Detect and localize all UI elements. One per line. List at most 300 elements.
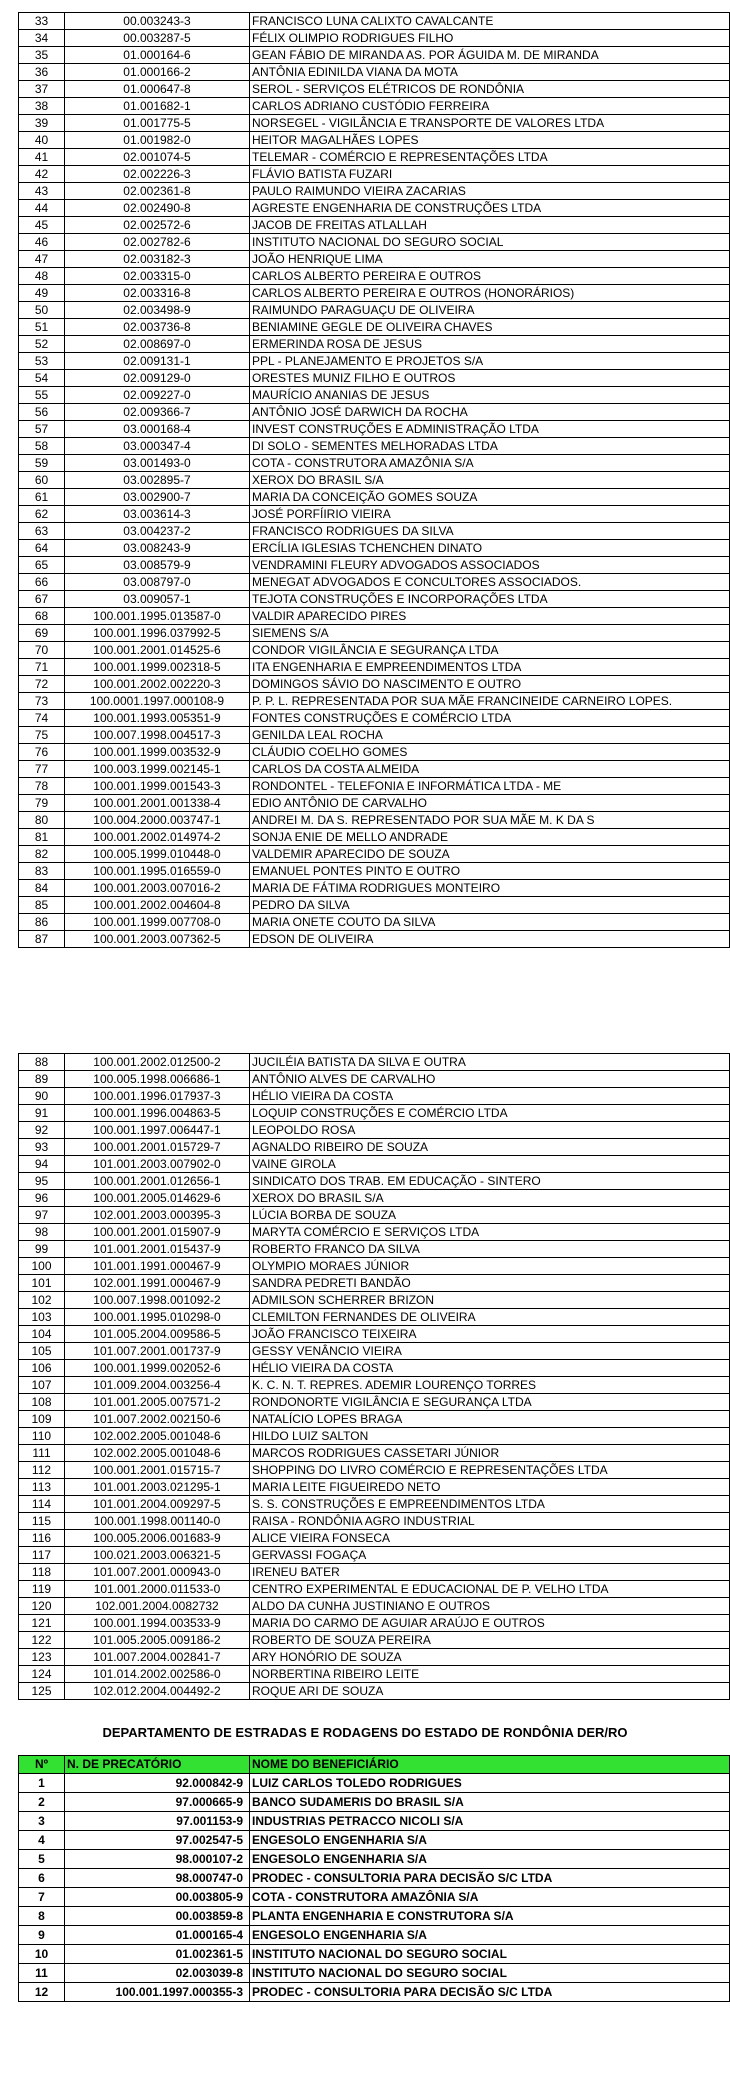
beneficiary-name: DOMINGOS SÁVIO DO NASCIMENTO E OUTRO xyxy=(250,676,730,693)
row-number: 79 xyxy=(19,795,65,812)
precatorio-number: 100.001.2002.002220-3 xyxy=(65,676,250,693)
beneficiary-table-part-2 xyxy=(18,1053,730,1700)
table-row xyxy=(19,489,730,506)
precatorio-number: 97.002547-5 xyxy=(65,1831,250,1850)
row-number: 68 xyxy=(19,608,65,625)
table-row xyxy=(19,472,730,489)
table-row xyxy=(19,285,730,302)
table-row xyxy=(19,591,730,608)
table-row xyxy=(19,81,730,98)
precatorio-number: 101.005.2005.009186-2 xyxy=(65,1632,250,1649)
precatorio-number: 100.001.1999.007708-0 xyxy=(65,914,250,931)
beneficiary-name: HÉLIO VIEIRA DA COSTA xyxy=(250,1088,730,1105)
beneficiary-name: VALDEMIR APARECIDO DE SOUZA xyxy=(250,846,730,863)
row-number: 77 xyxy=(19,761,65,778)
precatorio-number: 97.000665-9 xyxy=(65,1793,250,1812)
table-row xyxy=(19,1945,730,1964)
beneficiary-name: SONJA ENIE DE MELLO ANDRADE xyxy=(250,829,730,846)
beneficiary-name: HEITOR MAGALHÃES LOPES xyxy=(250,132,730,149)
beneficiary-name: MARYTA COMÉRCIO E SERVIÇOS LTDA xyxy=(250,1224,730,1241)
beneficiary-name: TELEMAR - COMÉRCIO E REPRESENTAÇÕES LTDA xyxy=(250,149,730,166)
precatorio-number: 102.001.2003.000395-3 xyxy=(65,1207,250,1224)
row-number: 107 xyxy=(19,1377,65,1394)
precatorio-number: 01.000166-2 xyxy=(65,64,250,81)
beneficiary-name: INSTITUTO NACIONAL DO SEGURO SOCIAL xyxy=(250,1945,730,1964)
precatorio-number: 02.008697-0 xyxy=(65,336,250,353)
table-row xyxy=(19,1156,730,1173)
beneficiary-name: LOQUIP CONSTRUÇÕES E COMÉRCIO LTDA xyxy=(250,1105,730,1122)
precatorio-number: 01.000165-4 xyxy=(65,1926,250,1945)
beneficiary-name: RAISA - RONDÔNIA AGRO INDUSTRIAL xyxy=(250,1513,730,1530)
precatorio-number: 02.001074-5 xyxy=(65,149,250,166)
precatorio-number: 03.009057-1 xyxy=(65,591,250,608)
row-number: 47 xyxy=(19,251,65,268)
table-row xyxy=(19,438,730,455)
precatorio-number: 03.000168-4 xyxy=(65,421,250,438)
table-row xyxy=(19,115,730,132)
beneficiary-name: SANDRA PEDRETI BANDÃO xyxy=(250,1275,730,1292)
row-number: 57 xyxy=(19,421,65,438)
beneficiary-name: MENEGAT ADVOGADOS E CONCULTORES ASSOCIADOS. xyxy=(250,574,730,591)
row-number: 6 xyxy=(19,1869,65,1888)
table-row xyxy=(19,1598,730,1615)
precatorio-number: 102.001.1991.000467-9 xyxy=(65,1275,250,1292)
beneficiary-name: ENGESOLO ENGENHARIA S/A xyxy=(250,1926,730,1945)
row-number: 48 xyxy=(19,268,65,285)
precatorio-number: 102.002.2005.001048-6 xyxy=(65,1445,250,1462)
beneficiary-name: ROBERTO DE SOUZA PEREIRA xyxy=(250,1632,730,1649)
table-row xyxy=(19,1275,730,1292)
beneficiary-name: CLEMILTON FERNANDES DE OLIVEIRA xyxy=(250,1309,730,1326)
row-number: 51 xyxy=(19,319,65,336)
row-number: 65 xyxy=(19,557,65,574)
precatorio-number: 101.001.2000.011533-0 xyxy=(65,1581,250,1598)
section-title: DEPARTAMENTO DE ESTRADAS E RODAGENS DO ESTADO DE RONDÔNIA DER/RO xyxy=(102,1725,628,1740)
precatorio-number: 101.007.2004.002841-7 xyxy=(65,1649,250,1666)
row-number: 92 xyxy=(19,1122,65,1139)
precatorio-number: 02.003736-8 xyxy=(65,319,250,336)
precatorio-number: 100.005.2006.001683-9 xyxy=(65,1530,250,1547)
beneficiary-name: INDUSTRIAS PETRACCO NICOLI S/A xyxy=(250,1812,730,1831)
precatorio-number: 02.009366-7 xyxy=(65,404,250,421)
beneficiary-name: XEROX DO BRASIL S/A xyxy=(250,472,730,489)
row-number: 44 xyxy=(19,200,65,217)
beneficiary-name: EMANUEL PONTES PINTO E OUTRO xyxy=(250,863,730,880)
beneficiary-name: HÉLIO VIEIRA DA COSTA xyxy=(250,1360,730,1377)
table-row xyxy=(19,1241,730,1258)
precatorio-number: 98.000747-0 xyxy=(65,1869,250,1888)
precatorio-number: 100.001.1999.001543-3 xyxy=(65,778,250,795)
row-number: 74 xyxy=(19,710,65,727)
beneficiary-name: ADMILSON SCHERRER BRIZON xyxy=(250,1292,730,1309)
row-number: 54 xyxy=(19,370,65,387)
precatorio-number: 03.002900-7 xyxy=(65,489,250,506)
beneficiary-name: EDSON DE OLIVEIRA xyxy=(250,931,730,948)
row-number: 11 xyxy=(19,1964,65,1983)
table-row xyxy=(19,1071,730,1088)
table-row xyxy=(19,931,730,948)
table-row xyxy=(19,1812,730,1831)
row-number: 106 xyxy=(19,1360,65,1377)
beneficiary-name: S. S. CONSTRUÇÕES E EMPREENDIMENTOS LTDA xyxy=(250,1496,730,1513)
table-row xyxy=(19,1360,730,1377)
table-row xyxy=(19,217,730,234)
table-row xyxy=(19,1666,730,1683)
row-number: 115 xyxy=(19,1513,65,1530)
precatorio-number: 100.001.1998.001140-0 xyxy=(65,1513,250,1530)
beneficiary-name: P. P. L. REPRESENTADA POR SUA MÃE FRANCINEIDE CARNEIRO LOPES. xyxy=(250,693,730,710)
row-number: 42 xyxy=(19,166,65,183)
row-number: 124 xyxy=(19,1666,65,1683)
beneficiary-name: GESSY VENÂNCIO VIEIRA xyxy=(250,1343,730,1360)
row-number: 75 xyxy=(19,727,65,744)
table-row xyxy=(19,1907,730,1926)
row-number: 83 xyxy=(19,863,65,880)
beneficiary-name: PRODEC - CONSULTORIA PARA DECISÃO S/C LTDA xyxy=(250,1983,730,2002)
precatorio-number: 02.009131-1 xyxy=(65,353,250,370)
table-row xyxy=(19,523,730,540)
row-number: 82 xyxy=(19,846,65,863)
precatorio-number: 100.001.1996.017937-3 xyxy=(65,1088,250,1105)
table-row xyxy=(19,1888,730,1907)
row-number: 70 xyxy=(19,642,65,659)
beneficiary-name: FLÁVIO BATISTA FUZARI xyxy=(250,166,730,183)
table-row xyxy=(19,64,730,81)
table-row xyxy=(19,319,730,336)
table-row xyxy=(19,1850,730,1869)
precatorio-number: 03.002895-7 xyxy=(65,472,250,489)
precatorio-number: 100.005.1999.010448-0 xyxy=(65,846,250,863)
precatorio-number: 00.003243-3 xyxy=(65,13,250,30)
beneficiary-name: FÉLIX OLIMPIO RODRIGUES FILHO xyxy=(250,30,730,47)
row-number: 112 xyxy=(19,1462,65,1479)
precatorio-number: 03.004237-2 xyxy=(65,523,250,540)
beneficiary-name: BANCO SUDAMERIS DO BRASIL S/A xyxy=(250,1793,730,1812)
beneficiary-name: VALDIR APARECIDO PIRES xyxy=(250,608,730,625)
table-row xyxy=(19,727,730,744)
beneficiary-name: RONDONTEL - TELEFONIA E INFORMÁTICA LTDA - ME xyxy=(250,778,730,795)
table-row xyxy=(19,1207,730,1224)
row-number: 64 xyxy=(19,540,65,557)
row-number: 2 xyxy=(19,1793,65,1812)
beneficiary-name: AGNALDO RIBEIRO DE SOUZA xyxy=(250,1139,730,1156)
row-number: 100 xyxy=(19,1258,65,1275)
beneficiary-name: ENGESOLO ENGENHARIA S/A xyxy=(250,1850,730,1869)
table-row xyxy=(19,1411,730,1428)
precatorio-number: 97.001153-9 xyxy=(65,1812,250,1831)
beneficiary-name: NATALÍCIO LOPES BRAGA xyxy=(250,1411,730,1428)
row-number: 9 xyxy=(19,1926,65,1945)
row-number: 63 xyxy=(19,523,65,540)
der-table xyxy=(18,1755,730,2002)
beneficiary-name: ALDO DA CUNHA JUSTINIANO E OUTROS xyxy=(250,1598,730,1615)
precatorio-number: 02.002782-6 xyxy=(65,234,250,251)
row-number: 120 xyxy=(19,1598,65,1615)
row-number: 59 xyxy=(19,455,65,472)
beneficiary-name: MARCOS RODRIGUES CASSETARI JÚNIOR xyxy=(250,1445,730,1462)
precatorio-number: 01.001682-1 xyxy=(65,98,250,115)
table-row xyxy=(19,1530,730,1547)
row-number: 69 xyxy=(19,625,65,642)
row-number: 109 xyxy=(19,1411,65,1428)
table-row xyxy=(19,846,730,863)
table-row xyxy=(19,1190,730,1207)
row-number: 94 xyxy=(19,1156,65,1173)
table-row xyxy=(19,642,730,659)
beneficiary-name: GENILDA LEAL ROCHA xyxy=(250,727,730,744)
table-row xyxy=(19,404,730,421)
table-row xyxy=(19,863,730,880)
table-row xyxy=(19,1462,730,1479)
beneficiary-name: CENTRO EXPERIMENTAL E EDUCACIONAL DE P. VELHO LTDA xyxy=(250,1581,730,1598)
table-row xyxy=(19,710,730,727)
beneficiary-name: ITA ENGENHARIA E EMPREENDIMENTOS LTDA xyxy=(250,659,730,676)
beneficiary-name: CARLOS ALBERTO PEREIRA E OUTROS xyxy=(250,268,730,285)
beneficiary-name: SINDICATO DOS TRAB. EM EDUCAÇÃO - SINTERO xyxy=(250,1173,730,1190)
precatorio-number: 101.007.2001.000943-0 xyxy=(65,1564,250,1581)
table-row xyxy=(19,1326,730,1343)
row-number: 7 xyxy=(19,1888,65,1907)
table-row xyxy=(19,302,730,319)
table-row xyxy=(19,1377,730,1394)
precatorio-number: 102.002.2005.001048-6 xyxy=(65,1428,250,1445)
beneficiary-name: ENGESOLO ENGENHARIA S/A xyxy=(250,1831,730,1850)
row-number: 95 xyxy=(19,1173,65,1190)
row-number: 114 xyxy=(19,1496,65,1513)
precatorio-number: 102.012.2004.004492-2 xyxy=(65,1683,250,1700)
beneficiary-name: PAULO RAIMUNDO VIEIRA ZACARIAS xyxy=(250,183,730,200)
row-number: 62 xyxy=(19,506,65,523)
precatorio-number: 00.003805-9 xyxy=(65,1888,250,1907)
precatorio-number: 100.001.2001.014525-6 xyxy=(65,642,250,659)
precatorio-number: 101.009.2004.003256-4 xyxy=(65,1377,250,1394)
precatorio-number: 02.002572-6 xyxy=(65,217,250,234)
table-row xyxy=(19,149,730,166)
precatorio-number: 03.008243-9 xyxy=(65,540,250,557)
precatorio-number: 01.001982-0 xyxy=(65,132,250,149)
table-row xyxy=(19,659,730,676)
table-row xyxy=(19,693,730,710)
precatorio-number: 00.003287-5 xyxy=(65,30,250,47)
beneficiary-name: GERVASSI FOGAÇA xyxy=(250,1547,730,1564)
table-row xyxy=(19,387,730,404)
precatorio-number: 02.003316-8 xyxy=(65,285,250,302)
beneficiary-name: HILDO LUIZ SALTON xyxy=(250,1428,730,1445)
row-number: 46 xyxy=(19,234,65,251)
table-row xyxy=(19,608,730,625)
precatorio-number: 100.001.1996.004863-5 xyxy=(65,1105,250,1122)
precatorio-number: 01.000647-8 xyxy=(65,81,250,98)
row-number: 58 xyxy=(19,438,65,455)
table-row xyxy=(19,1088,730,1105)
precatorio-number: 101.001.2005.007571-2 xyxy=(65,1394,250,1411)
precatorio-number: 100.001.1995.013587-0 xyxy=(65,608,250,625)
beneficiary-name: NORSEGEL - VIGILÂNCIA E TRANSPORTE DE VALORES LTDA xyxy=(250,115,730,132)
row-number: 72 xyxy=(19,676,65,693)
precatorio-number: 101.005.2004.009586-5 xyxy=(65,1326,250,1343)
row-number: 121 xyxy=(19,1615,65,1632)
table-row xyxy=(19,421,730,438)
precatorio-number: 100.001.2001.015715-7 xyxy=(65,1462,250,1479)
beneficiary-name: OLYMPIO MORAES JÚNIOR xyxy=(250,1258,730,1275)
precatorio-number: 01.001775-5 xyxy=(65,115,250,132)
precatorio-number: 100.021.2003.006321-5 xyxy=(65,1547,250,1564)
precatorio-number: 100.001.1995.010298-0 xyxy=(65,1309,250,1326)
table-row xyxy=(19,1869,730,1888)
row-number: 38 xyxy=(19,98,65,115)
precatorio-number: 101.001.2004.009297-5 xyxy=(65,1496,250,1513)
row-number: 71 xyxy=(19,659,65,676)
table-row xyxy=(19,1139,730,1156)
table-row xyxy=(19,370,730,387)
beneficiary-name: SHOPPING DO LIVRO COMÉRCIO E REPRESENTAÇÕES LTDA xyxy=(250,1462,730,1479)
row-number: 61 xyxy=(19,489,65,506)
precatorio-number: 02.002361-8 xyxy=(65,183,250,200)
row-number: 39 xyxy=(19,115,65,132)
row-number: 119 xyxy=(19,1581,65,1598)
row-number: 73 xyxy=(19,693,65,710)
row-number: 110 xyxy=(19,1428,65,1445)
row-number: 101 xyxy=(19,1275,65,1292)
precatorio-number: 100.001.1997.006447-1 xyxy=(65,1122,250,1139)
beneficiary-name: ORESTES MUNIZ FILHO E OUTROS xyxy=(250,370,730,387)
row-number: 67 xyxy=(19,591,65,608)
table-row xyxy=(19,506,730,523)
row-number: 122 xyxy=(19,1632,65,1649)
row-number: 116 xyxy=(19,1530,65,1547)
beneficiary-name: DI SOLO - SEMENTES MELHORADAS LTDA xyxy=(250,438,730,455)
table-row xyxy=(19,234,730,251)
row-number: 103 xyxy=(19,1309,65,1326)
row-number: 87 xyxy=(19,931,65,948)
table-row xyxy=(19,1105,730,1122)
table-row xyxy=(19,557,730,574)
beneficiary-name: LUIZ CARLOS TOLEDO RODRIGUES xyxy=(250,1774,730,1793)
row-number: 3 xyxy=(19,1812,65,1831)
beneficiary-name: PPL - PLANEJAMENTO E PROJETOS S/A xyxy=(250,353,730,370)
row-number: 89 xyxy=(19,1071,65,1088)
row-number: 43 xyxy=(19,183,65,200)
precatorio-number: 100.001.1995.016559-0 xyxy=(65,863,250,880)
row-number: 50 xyxy=(19,302,65,319)
row-number: 41 xyxy=(19,149,65,166)
beneficiary-name: EDIO ANTÔNIO DE CARVALHO xyxy=(250,795,730,812)
precatorio-number: 100.0001.1997.000108-9 xyxy=(65,693,250,710)
precatorio-number: 02.009227-0 xyxy=(65,387,250,404)
table-row xyxy=(19,1122,730,1139)
table-row xyxy=(19,1983,730,2002)
table-row xyxy=(19,761,730,778)
precatorio-number: 100.001.1999.002318-5 xyxy=(65,659,250,676)
precatorio-number: 02.003498-9 xyxy=(65,302,250,319)
beneficiary-name: COTA - CONSTRUTORA AMAZÔNIA S/A xyxy=(250,1888,730,1907)
row-number: 80 xyxy=(19,812,65,829)
row-number: 102 xyxy=(19,1292,65,1309)
table-row xyxy=(19,1394,730,1411)
beneficiary-name: PLANTA ENGENHARIA E CONSTRUTORA S/A xyxy=(250,1907,730,1926)
row-number: 117 xyxy=(19,1547,65,1564)
precatorio-number: 98.000107-2 xyxy=(65,1850,250,1869)
beneficiary-name: ALICE VIEIRA FONSECA xyxy=(250,1530,730,1547)
table-row xyxy=(19,1581,730,1598)
precatorio-number: 100.005.1998.006686-1 xyxy=(65,1071,250,1088)
precatorio-number: 101.001.2003.021295-1 xyxy=(65,1479,250,1496)
row-number: 5 xyxy=(19,1850,65,1869)
beneficiary-name: FRANCISCO RODRIGUES DA SILVA xyxy=(250,523,730,540)
precatorio-number: 100.001.1996.037992-5 xyxy=(65,625,250,642)
beneficiary-name: RAIMUNDO PARAGUAÇU DE OLIVEIRA xyxy=(250,302,730,319)
header-number: Nº xyxy=(19,1756,65,1774)
beneficiary-name: BENIAMINE GEGLE DE OLIVEIRA CHAVES xyxy=(250,319,730,336)
beneficiary-name: VENDRAMINI FLEURY ADVOGADOS ASSOCIADOS xyxy=(250,557,730,574)
row-number: 66 xyxy=(19,574,65,591)
row-number: 90 xyxy=(19,1088,65,1105)
precatorio-number: 01.002361-5 xyxy=(65,1945,250,1964)
precatorio-number: 100.001.1999.003532-9 xyxy=(65,744,250,761)
row-number: 88 xyxy=(19,1054,65,1071)
row-number: 33 xyxy=(19,13,65,30)
table-row xyxy=(19,812,730,829)
table-row xyxy=(19,1173,730,1190)
row-number: 86 xyxy=(19,914,65,931)
table-row xyxy=(19,1649,730,1666)
table-row xyxy=(19,625,730,642)
row-number: 105 xyxy=(19,1343,65,1360)
precatorio-number: 100.007.1998.001092-2 xyxy=(65,1292,250,1309)
beneficiary-name: CARLOS ALBERTO PEREIRA E OUTROS (HONORÁRIOS) xyxy=(250,285,730,302)
row-number: 81 xyxy=(19,829,65,846)
precatorio-number: 100.003.1999.002145-1 xyxy=(65,761,250,778)
beneficiary-name: FRANCISCO LUNA CALIXTO CAVALCANTE xyxy=(250,13,730,30)
beneficiary-name: ROQUE ARI DE SOUZA xyxy=(250,1683,730,1700)
precatorio-number: 100.001.2001.012656-1 xyxy=(65,1173,250,1190)
row-number: 37 xyxy=(19,81,65,98)
row-number: 53 xyxy=(19,353,65,370)
beneficiary-name: K. C. N. T. REPRES. ADEMIR LOURENÇO TORRES xyxy=(250,1377,730,1394)
row-number: 104 xyxy=(19,1326,65,1343)
precatorio-number: 101.014.2002.002586-0 xyxy=(65,1666,250,1683)
row-number: 85 xyxy=(19,897,65,914)
precatorio-number: 100.001.2001.001338-4 xyxy=(65,795,250,812)
row-number: 91 xyxy=(19,1105,65,1122)
table-row xyxy=(19,455,730,472)
table-row xyxy=(19,251,730,268)
table-row xyxy=(19,1615,730,1632)
beneficiary-name: ANDREI M. DA S. REPRESENTADO POR SUA MÃE M. K DA S xyxy=(250,812,730,829)
beneficiary-name: CONDOR VIGILÂNCIA E SEGURANÇA LTDA xyxy=(250,642,730,659)
row-number: 34 xyxy=(19,30,65,47)
beneficiary-name: RONDONORTE VIGILÂNCIA E SEGURANÇA LTDA xyxy=(250,1394,730,1411)
table-row xyxy=(19,676,730,693)
beneficiary-name: NORBERTINA RIBEIRO LEITE xyxy=(250,1666,730,1683)
beneficiary-name: MARIA DO CARMO DE AGUIAR ARAÚJO E OUTROS xyxy=(250,1615,730,1632)
table-row xyxy=(19,1926,730,1945)
der-table-header xyxy=(19,1756,730,1774)
beneficiary-name: VAINE GIROLA xyxy=(250,1156,730,1173)
table-row xyxy=(19,795,730,812)
row-number: 98 xyxy=(19,1224,65,1241)
table-row xyxy=(19,744,730,761)
row-number: 113 xyxy=(19,1479,65,1496)
beneficiary-name: GEAN FÁBIO DE MIRANDA AS. POR ÁGUIDA M. DE MIRANDA xyxy=(250,47,730,64)
table-row xyxy=(19,200,730,217)
precatorio-number: 100.004.2000.003747-1 xyxy=(65,812,250,829)
table-row xyxy=(19,1547,730,1564)
table-row xyxy=(19,1831,730,1850)
table-row xyxy=(19,1793,730,1812)
precatorio-number: 102.001.2004.0082732 xyxy=(65,1598,250,1615)
table-row xyxy=(19,574,730,591)
